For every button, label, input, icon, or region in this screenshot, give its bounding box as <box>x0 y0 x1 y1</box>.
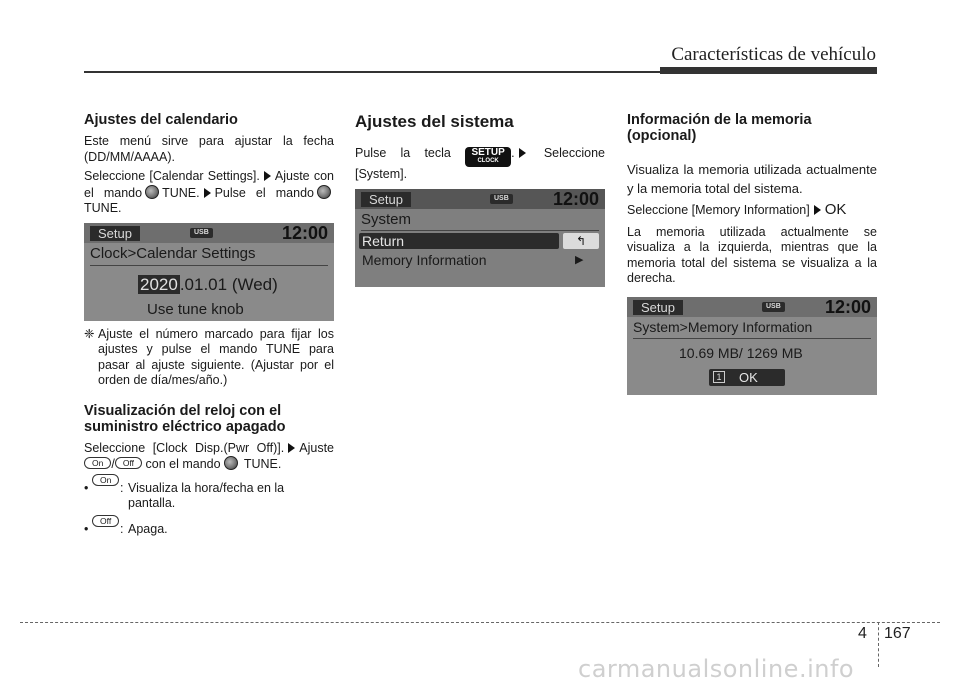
arrow-right-icon <box>814 205 821 215</box>
on-option-icon: On <box>92 474 119 486</box>
watermark: carmanualsonline.info <box>578 655 855 683</box>
bullet-dot: • <box>84 480 89 495</box>
calendar-step-tune: TUNE. <box>162 185 200 200</box>
column-calendar <box>84 112 334 537</box>
on-option-icon: On <box>84 457 111 469</box>
off-option-icon: Off <box>115 457 142 469</box>
ok-label: OK <box>824 201 847 218</box>
page-number: 167 <box>884 625 911 642</box>
bullet-dot: • <box>84 521 89 536</box>
arrow-right-icon <box>204 188 211 198</box>
period: . <box>511 146 515 160</box>
calendar-step-select: Seleccione [Calendar Settings]. <box>84 169 260 183</box>
tune-knob-icon <box>317 185 331 199</box>
memory-step-select: Seleccione [Memory Information] <box>627 203 810 217</box>
bullet-on <box>84 474 334 512</box>
slash: / <box>111 457 115 471</box>
setup-key-label: SETUP <box>471 147 505 158</box>
screen-divider <box>633 338 871 339</box>
screen-hint: Use tune knob <box>147 300 244 318</box>
screen-tab: Setup <box>361 192 411 207</box>
calendar-step-tune-2: TUNE. <box>84 201 122 215</box>
calendar-heading: Ajustes del calendario <box>84 112 238 128</box>
clock-step-tune: TUNE. <box>243 457 282 471</box>
arrow-right-icon <box>264 171 271 181</box>
setup-clock-key-icon <box>465 147 511 167</box>
ok-button[interactable] <box>709 369 785 386</box>
chevron-right-icon: ▶ <box>575 253 584 266</box>
screen-clock: 12:00 <box>824 296 871 317</box>
calendar-intro: Este menú sirve para ajustar la fecha (DD/MM/AAAA). <box>84 134 334 164</box>
memory-explanation: La memoria utilizada actualmente se visualiza a la izquierda, mientras que la memoria total del sistema se visualiza a la derecha. <box>627 224 877 285</box>
number-one-icon: 1 <box>713 371 725 383</box>
calendar-note <box>84 327 334 389</box>
tune-knob-icon <box>145 185 159 199</box>
arrow-right-icon <box>288 443 295 453</box>
screen-tab: Setup <box>90 226 140 241</box>
clock-display-instructions <box>84 441 334 473</box>
footer-rule <box>20 622 940 623</box>
bullet-colon: : <box>120 521 124 536</box>
system-screen <box>355 189 605 287</box>
bullet-colon: : <box>120 480 124 495</box>
system-step-press: Pulse la tecla <box>355 146 451 160</box>
column-system <box>355 112 605 287</box>
return-icon: ↰ <box>563 233 599 249</box>
calendar-step-press: Pulse el mando <box>214 185 314 200</box>
memory-heading: Información de la memoria (opcional) <box>627 112 812 144</box>
clock-key-label: CLOCK <box>477 158 499 164</box>
menu-item-memory-information: Memory Information <box>362 251 487 268</box>
memory-intro: Visualiza la memoria utilizada actualmente y la memoria total del sistema. <box>627 162 877 196</box>
clock-step-adjust: Ajuste <box>299 440 334 455</box>
system-heading: Ajustes del sistema <box>355 112 514 131</box>
tune-knob-icon <box>224 456 238 470</box>
usb-badge: USB <box>762 302 785 312</box>
note-mark-icon: ❈ <box>84 326 95 341</box>
screen-divider <box>361 230 599 231</box>
off-option-icon: Off <box>92 515 119 527</box>
screen-clock: 12:00 <box>552 188 599 209</box>
usb-badge: USB <box>190 228 213 238</box>
footer-divider <box>878 622 879 667</box>
screen-breadcrumb: Clock>Calendar Settings <box>90 244 256 262</box>
screen-breadcrumb: System <box>361 210 412 228</box>
calendar-step-adjust: Ajuste con el mando <box>84 169 334 200</box>
year-field: 2020 <box>140 274 178 294</box>
bullet-off-text: Apaga. <box>128 521 168 536</box>
bullet-off <box>84 515 334 538</box>
note-text: Ajuste el número marcado para fijar los ajustes y pulse el mando TUNE para pasar al ajuste siguiente. (Ajustar por el orden de día/mes/año.) <box>98 326 334 387</box>
usb-badge: USB <box>490 194 513 204</box>
bullet-on-text: Visualiza la hora/fecha en la pantalla. <box>128 480 285 510</box>
ok-button-label: OK <box>739 369 758 385</box>
system-instructions <box>355 146 605 183</box>
chapter-number: 4 <box>858 625 867 642</box>
memory-information-screen <box>627 297 877 395</box>
date-rest: .01.01 (Wed) <box>179 274 278 294</box>
header-rule <box>84 71 704 73</box>
memory-instructions <box>627 202 877 219</box>
clock-step-knob: con el mando <box>145 457 221 471</box>
calendar-settings-screen <box>84 223 334 321</box>
memory-usage-value: 10.69 MB/ 1269 MB <box>679 344 803 361</box>
calendar-date-display <box>138 275 278 295</box>
system-step-select: Seleccione [System]. <box>355 146 605 181</box>
menu-item-return: Return <box>362 232 405 249</box>
clock-step-select: Seleccione [Clock Disp.(Pwr Off)]. <box>84 440 285 455</box>
clock-display-heading: Visualización del reloj con el suministro eléctrico apagado <box>84 402 286 435</box>
calendar-instructions <box>84 169 334 217</box>
arrow-right-icon <box>519 148 526 158</box>
header-rule-thick <box>660 67 877 74</box>
screen-breadcrumb: System>Memory Information <box>633 318 813 335</box>
page-header-title: Características de vehículo <box>671 44 876 65</box>
column-memory <box>627 112 877 395</box>
screen-clock: 12:00 <box>281 222 328 243</box>
screen-divider <box>90 265 328 266</box>
screen-tab: Setup <box>633 300 683 315</box>
